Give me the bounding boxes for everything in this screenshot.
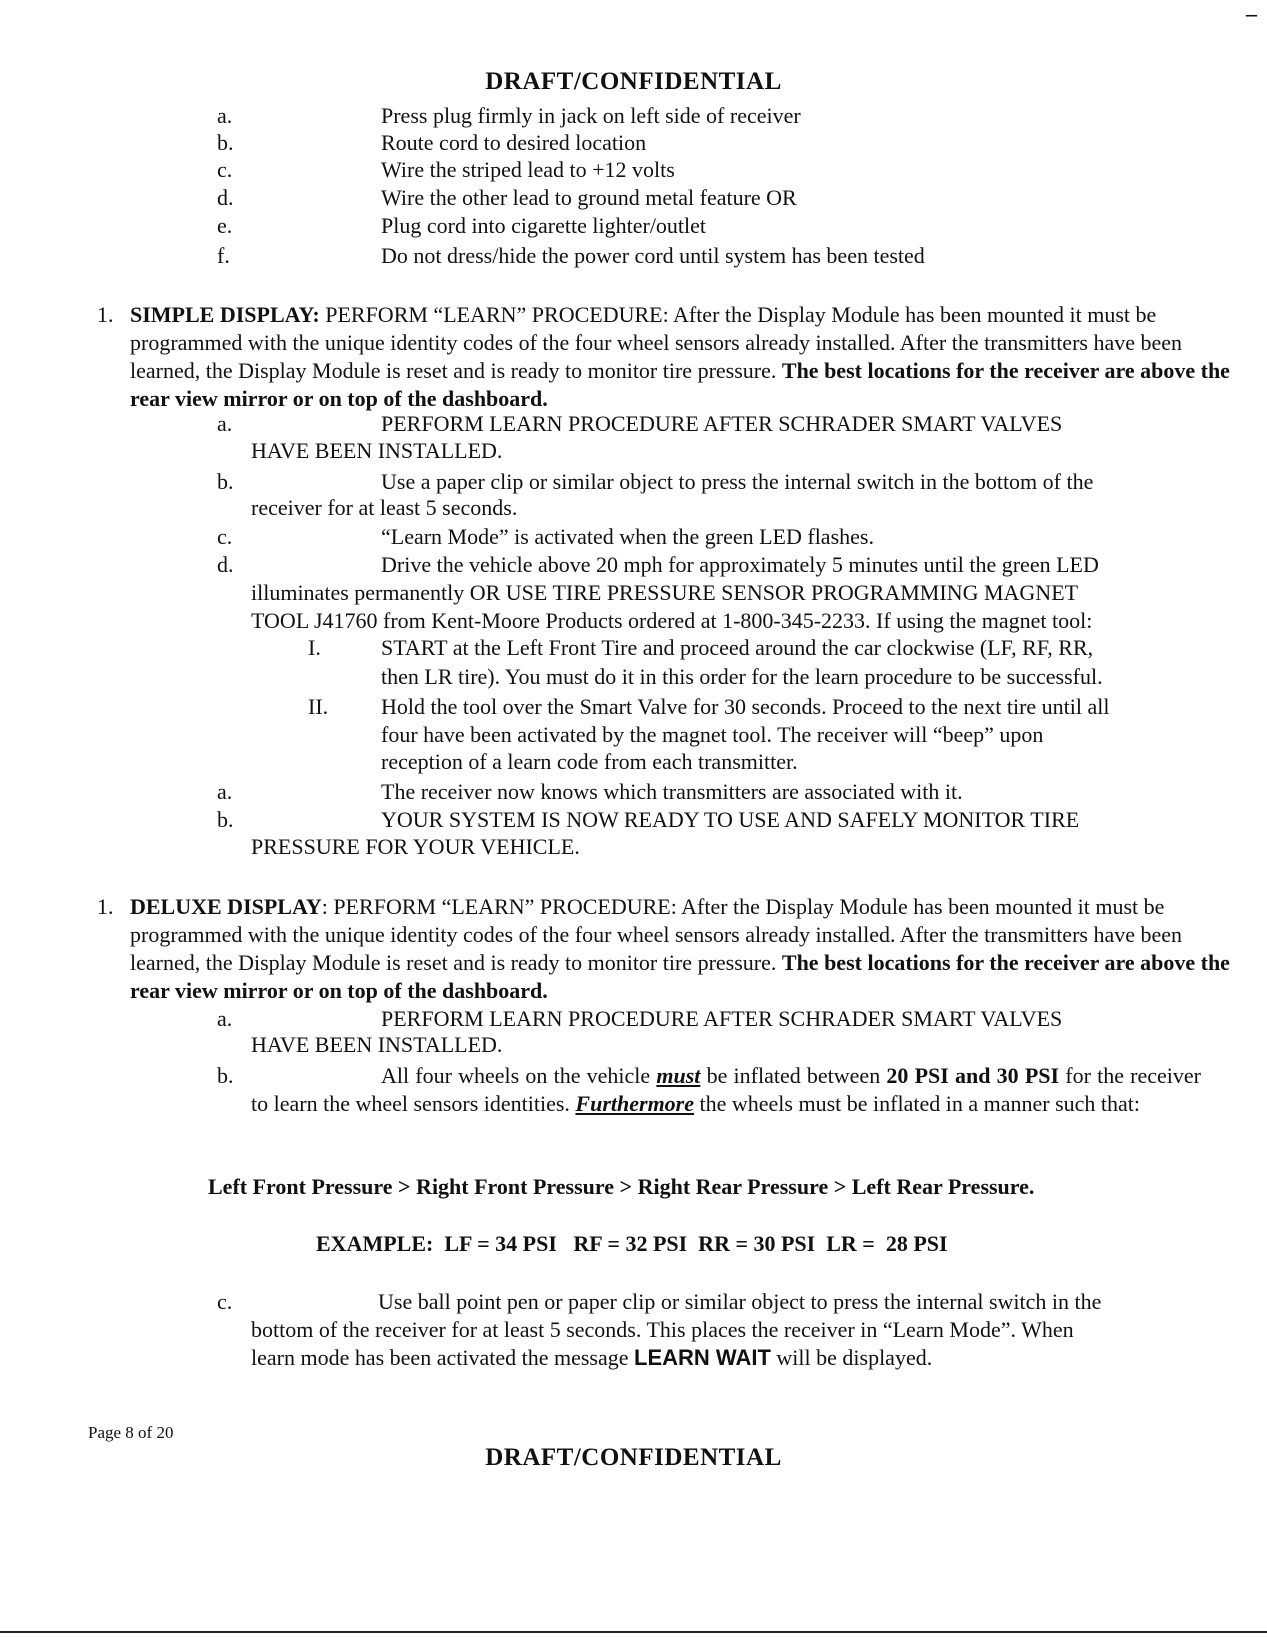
list-label: a. xyxy=(217,779,233,804)
list-label: c. xyxy=(217,1289,233,1314)
list-label: f. xyxy=(217,243,230,268)
footer-title: DRAFT/CONFIDENTIAL xyxy=(485,1444,782,1471)
list-item-cont: illuminates permanently OR USE TIRE PRESSURE SENSOR PROGRAMMING MAGNET xyxy=(251,580,1079,605)
header-title: DRAFT/CONFIDENTIAL xyxy=(485,68,782,95)
intro-bold: The best locations for the receiver are above the rear view mirror or on top of the dashboard. xyxy=(130,950,1230,1003)
corner-mark: – xyxy=(1246,1,1257,26)
list-item-cont: bottom of the receiver for at least 5 seconds. This places the receiver in “Learn Mode”. When xyxy=(251,1317,1074,1342)
list-label: c. xyxy=(217,524,233,549)
list-item-b xyxy=(251,1062,1201,1118)
list-item-cont: TOOL J41760 from Kent-Moore Products ordered at 1-800-345-2233. If using the magnet tool: xyxy=(251,608,1093,633)
list-item: YOUR SYSTEM IS NOW READY TO USE AND SAFELY MONITOR TIRE xyxy=(381,807,1080,832)
section-number: 1. xyxy=(97,302,114,327)
list-label: e. xyxy=(217,213,233,238)
psi-range: 20 PSI and 30 PSI xyxy=(886,1063,1060,1088)
list-item: PERFORM LEARN PROCEDURE AFTER SCHRADER SMART VALVES xyxy=(381,1006,1063,1031)
list-label: a. xyxy=(217,411,233,436)
c-line3-tail: will be displayed. xyxy=(770,1345,933,1370)
b-text-4: the wheels must be inflated in a manner such that: xyxy=(694,1091,1140,1116)
list-item: Use a paper clip or similar object to press the internal switch in the bottom of the xyxy=(381,469,1094,494)
roman-label: I. xyxy=(308,635,321,660)
list-item-cont: PRESSURE FOR YOUR VEHICLE. xyxy=(251,834,580,859)
section-intro xyxy=(130,893,1240,1005)
roman-item-cont: reception of a learn code from each transmitter. xyxy=(381,749,798,774)
list-item: Do not dress/hide the power cord until system has been tested xyxy=(381,243,925,268)
example-line xyxy=(316,1230,948,1258)
section-heading: SIMPLE DISPLAY: xyxy=(130,302,320,327)
list-label: c. xyxy=(217,157,233,182)
list-label: b. xyxy=(217,1063,234,1088)
pressure-order xyxy=(208,1173,1034,1201)
roman-item-cont: four have been activated by the magnet tool. The receiver will “beep” upon xyxy=(381,722,1044,747)
section-intro xyxy=(130,301,1240,413)
list-item: Drive the vehicle above 20 mph for approximately 5 minutes until the green LED xyxy=(381,552,1099,577)
roman-item: Hold the tool over the Smart Valve for 30 seconds. Proceed to the next tire until all xyxy=(381,694,1110,719)
list-item: Plug cord into cigarette lighter/outlet xyxy=(381,213,707,238)
list-label: a. xyxy=(217,103,233,128)
pressure-order-text: Left Front Pressure > Right Front Pressure > Right Rear Pressure > Left Rear Pressure. xyxy=(208,1174,1035,1199)
b-text-3: for the receiver to learn the wheel sensors identities. xyxy=(251,1063,1201,1116)
list-item-cont: HAVE BEEN INSTALLED. xyxy=(251,438,503,463)
list-item: Use ball point pen or paper clip or similar object to press the internal switch in the xyxy=(378,1289,1102,1314)
must-emphasis: must xyxy=(656,1063,701,1088)
page-number: Page 8 of 20 xyxy=(88,1423,174,1442)
list-label: d. xyxy=(217,185,234,210)
list-item-cont: receiver for at least 5 seconds. xyxy=(251,495,518,520)
learn-wait-message: LEARN WAIT xyxy=(634,1345,771,1370)
list-item: Route cord to desired location xyxy=(381,130,647,155)
b-text-2: be inflated between xyxy=(700,1063,887,1088)
section-heading: DELUXE DISPLAY xyxy=(130,894,322,919)
list-label: b. xyxy=(217,130,234,155)
b-text-1: All four wheels on the vehicle xyxy=(381,1063,657,1088)
list-item: Wire the striped lead to +12 volts xyxy=(381,157,675,182)
intro-text: PERFORM “LEARN” PROCEDURE: After the Display Module has been mounted it must be programmed with the unique identity codes of the four wheel sensors already installed. After the transmitters have been learned, the Display Module is reset and is ready to monitor tire pressure. xyxy=(130,302,1183,383)
list-label: b. xyxy=(217,469,234,494)
c-line3-text: learn mode has been activated the message xyxy=(251,1345,635,1370)
roman-item: START at the Left Front Tire and proceed around the car clockwise (LF, RF, RR, xyxy=(381,635,1094,660)
list-item: PERFORM LEARN PROCEDURE AFTER SCHRADER SMART VALVES xyxy=(381,411,1063,436)
list-item-cont xyxy=(251,1344,932,1372)
list-item: Wire the other lead to ground metal feature OR xyxy=(381,185,797,210)
section-number: 1. xyxy=(97,894,114,919)
list-item: The receiver now knows which transmitters are associated with it. xyxy=(381,779,963,804)
list-item: Press plug firmly in jack on left side of receiver xyxy=(381,103,801,128)
list-item: “Learn Mode” is activated when the green LED flashes. xyxy=(381,524,874,549)
roman-label: II. xyxy=(308,694,329,719)
intro-bold: The best locations for the receiver are above the rear view mirror or on top of the dashboard. xyxy=(130,358,1230,411)
roman-item-cont: then LR tire). You must do it in this order for the learn procedure to be successful. xyxy=(381,664,1103,689)
list-label: d. xyxy=(217,552,234,577)
list-label: b. xyxy=(217,807,234,832)
list-label: a. xyxy=(217,1006,233,1031)
example-text: EXAMPLE: LF = 34 PSI RF = 32 PSI RR = 30 PSI LR = 28 PSI xyxy=(316,1231,948,1256)
list-item-cont: HAVE BEEN INSTALLED. xyxy=(251,1032,503,1057)
intro-text: : PERFORM “LEARN” PROCEDURE: After the Display Module has been mounted it must be programmed with the unique identity codes of the four wheel sensors already installed. After the transmitters have been learned, the Display Module is reset and is ready to monitor tire pressure. xyxy=(130,894,1183,975)
furthermore-emphasis: Furthermore xyxy=(575,1091,695,1116)
bottom-rule xyxy=(0,1631,1267,1633)
